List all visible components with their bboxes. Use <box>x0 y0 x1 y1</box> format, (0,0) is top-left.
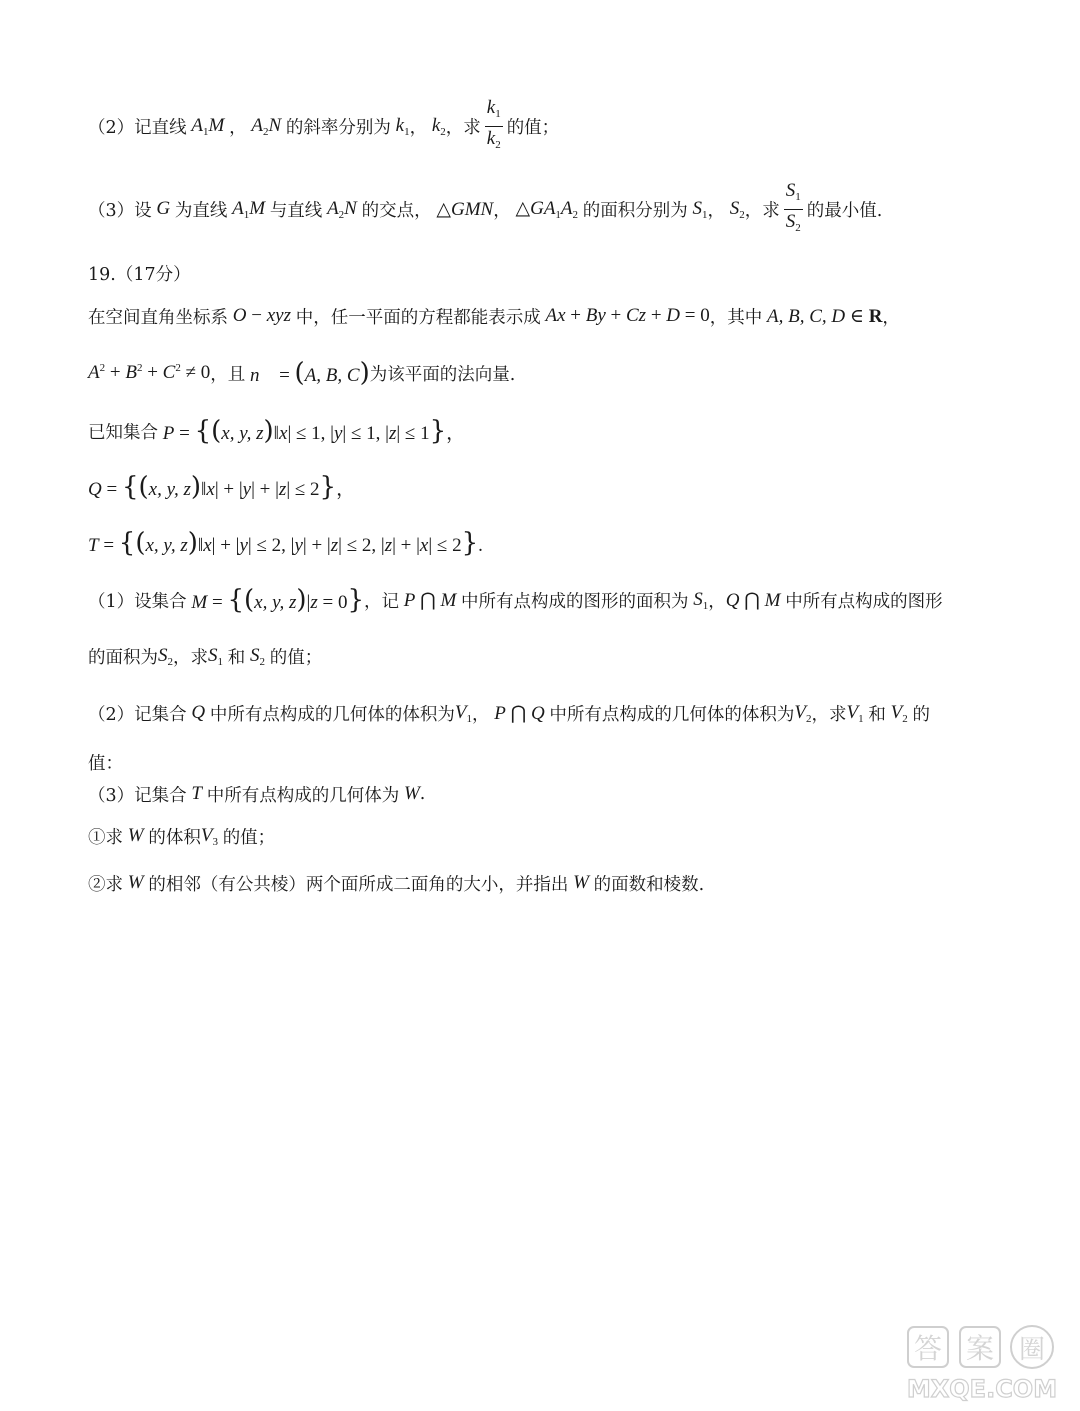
watermark-char-2: 案 <box>965 1332 995 1365</box>
q19-part3-b: ②求 W 的相邻（有公共棱）两个面所成二面角的大小，并指出 W 的面数和棱数. <box>88 872 705 895</box>
set-q-definition: Q = {(x, y, z)‖x| + |y| + |z| ≤ 2}， <box>88 471 356 502</box>
q19-part3: （3）记集合 T 中所有点构成的几何体为 W . <box>88 783 426 806</box>
fraction-k1-k2: $\frac{k_1}{k_2}$ <box>486 96 501 151</box>
watermark-logo <box>902 1323 1062 1405</box>
q19-part1-line1: （1）设集合 M = {(x, y, z)|z = 0} ，记 P ⋂ M 中所有点构成的图形的面积为 $S_1$ ， Q ⋂ M 中所有点构成的图形 <box>88 584 943 615</box>
q19-header: 19.（17分） <box>88 264 191 285</box>
q18-part2: （2）记直线 $A_1M$ ， $A_2N$ 的斜率分别为 $k_1$ ， $k_2$ ，求 $\frac{k_1}{k_2}$ 的值； <box>88 104 559 148</box>
q18-part3: （3）设 G 为直线 $A_1M$ 与直线 $A_2N$ 的交点， △GMN ， $\triangle GA_1A_2$ 的面积分别为 $S_1$ ， $S_2$ ，求 $\frac{S_1}{S_2}$ 的最小值. <box>88 185 882 233</box>
watermark-site-text: MXQE.COM <box>906 1375 1058 1403</box>
fraction-s1-s2: $\frac{S_1}{S_2}$ <box>785 179 801 234</box>
q19-intro-line1: 在空间直角坐标系 O − xyz 中，任一平面的方程都能表示成 Ax + By + Cz + D = 0 ，其中 A, B, C, D ∈ R ， <box>88 305 900 328</box>
q19-part3-a: ①求 W 的体积 $V_3$ 的值； <box>88 824 276 848</box>
q19-part1-line2: 的面积为 $S_2$ ，求 $S_1$ 和 $S_2$ 的值； <box>88 644 323 668</box>
set-t-definition: T = {(x, y, z)‖x| + |y| ≤ 2, |y| + |z| ≤ 2, |z| + |x| ≤ 2}. <box>88 527 483 558</box>
q19-part2-line2: 值： <box>88 753 123 774</box>
watermark-char-3: 圈 <box>1018 1335 1046 1365</box>
watermark-char-1: 答 <box>913 1332 943 1365</box>
q19-part2-line1: （2）记集合 Q 中所有点构成的几何体的体积为 $V_1$ ， P ⋂ Q 中所有点构成的几何体的体积为 $V_2$ ，求 $V_1$ 和 $V_2$ 的 <box>88 701 930 725</box>
set-p-definition: 已知集合 P = {(x, y, z)‖x| ≤ 1, |y| ≤ 1, |z| ≤ 1}， <box>88 415 466 446</box>
q19-intro-line2: $A^2 + B^2 + C^2 \ne 0$ ，且 n⃗ = (A, B, C) 为该平面的法向量. <box>88 357 516 388</box>
